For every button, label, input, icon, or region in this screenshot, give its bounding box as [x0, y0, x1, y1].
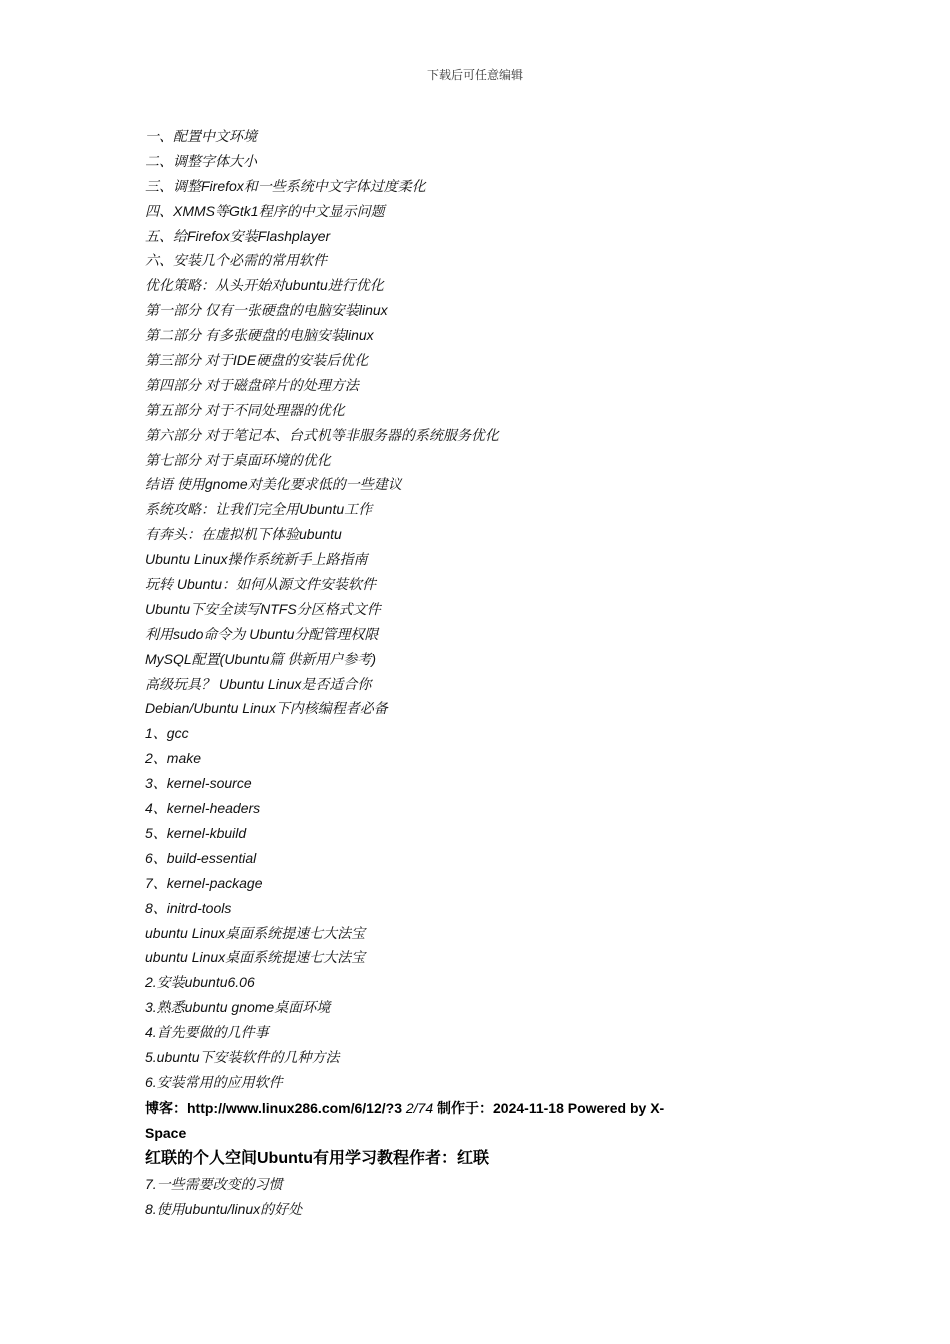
toc-item: 8、initrd-tools [145, 899, 232, 916]
toc-item: ubuntu Linux桌面系统提速七大法宝 [145, 924, 366, 941]
toc-item: 利用sudo命令为 Ubuntu分配管理权限 [145, 625, 379, 642]
toc-item: Ubuntu Linux操作系统新手上路指南 [145, 551, 368, 568]
toc-item: 第五部分 对于不同处理器的优化 [145, 401, 345, 418]
toc-item: 第三部分 对于IDE硬盘的安装后优化 [145, 352, 369, 369]
blog-info-line [145, 1096, 705, 1146]
toc-item: 结语 使用gnome对美化要求低的一些建议 [145, 476, 402, 493]
toc-item: 7.一些需要改变的习惯 [145, 1176, 283, 1192]
blog-url-prefix: 博客：http://www.linux286.com/6/12/?3 [145, 1100, 406, 1116]
toc-item: 优化策略：从头开始对ubuntu进行优化 [145, 277, 384, 294]
toc-item: 5、kernel-kbuild [145, 824, 247, 841]
toc-item: 二、调整字体大小 [145, 152, 257, 169]
toc-item: 五、给Firefox安装Flashplayer [145, 227, 331, 244]
page-header: 下载后可任意编辑 [426, 68, 523, 82]
toc-item: 第二部分 有多张硬盘的电脑安装linux [145, 327, 374, 344]
table-of-contents [145, 124, 765, 1095]
toc-item: 8.使用ubuntu/linux的好处 [145, 1200, 303, 1217]
toc-item: 4.首先要做的几件事 [145, 1024, 269, 1041]
toc-item: Ubuntu下安全读写NTFS分区格式文件 [145, 600, 381, 617]
space-title: 红联的个人空间Ubuntu有用学习教程作者：红联 [145, 1150, 489, 1167]
toc-item: 4、kernel-headers [145, 800, 261, 817]
toc-item: ubuntu Linux桌面系统提速七大法宝 [145, 949, 366, 966]
toc-item: 3、kernel-source [145, 775, 252, 792]
toc-item: 六、安装几个必需的常用软件 [145, 252, 327, 269]
toc-item: 第七部分 对于桌面环境的优化 [145, 451, 331, 468]
toc-item: 高级玩具？ Ubuntu Linux是否适合你 [145, 675, 372, 692]
toc-item: 6、build-essential [145, 849, 257, 866]
toc-item: 第四部分 对于磁盘碎片的处理方法 [145, 376, 359, 393]
page-footer-block [145, 1096, 705, 1222]
toc-item: 第六部分 对于笔记本、台式机等非服务器的系统服务优化 [145, 426, 499, 443]
toc-item: 2、make [145, 750, 202, 767]
toc-item: 6.安装常用的应用软件 [145, 1073, 283, 1090]
toc-item: 系统攻略：让我们完全用Ubuntu工作 [145, 501, 373, 518]
toc-item: 有奔头：在虚拟机下体验ubuntu [145, 526, 342, 543]
toc-item: Debian/Ubuntu Linux下内核编程者必备 [145, 700, 388, 717]
toc-item: 5.ubuntu下安装软件的几种方法 [145, 1048, 340, 1065]
toc-item: 2.安装ubuntu6.06 [145, 974, 255, 991]
toc-item: 7、kernel-package [145, 874, 263, 891]
toc-item: 一、配置中文环境 [145, 128, 257, 144]
page-number: 2/74 [405, 1100, 434, 1116]
toc-item: MySQL配置(Ubuntu篇 供新用户参考) [145, 650, 377, 667]
toc-item: 1、gcc [145, 725, 189, 742]
blog-made-info: 制作于：2024-11-18 Powered by X-Space [145, 1100, 665, 1141]
toc-item: 玩转 Ubuntu：如何从源文件安装软件 [145, 576, 377, 593]
toc-item: 第一部分 仅有一张硬盘的电脑安装linux [145, 302, 388, 319]
toc-item: 四、XMMS等Gtk1程序的中文显示问题 [145, 202, 385, 219]
toc-item: 三、调整Firefox和一些系统中文字体过度柔化 [145, 177, 426, 194]
toc-item: 3.熟悉ubuntu gnome桌面环境 [145, 999, 331, 1016]
